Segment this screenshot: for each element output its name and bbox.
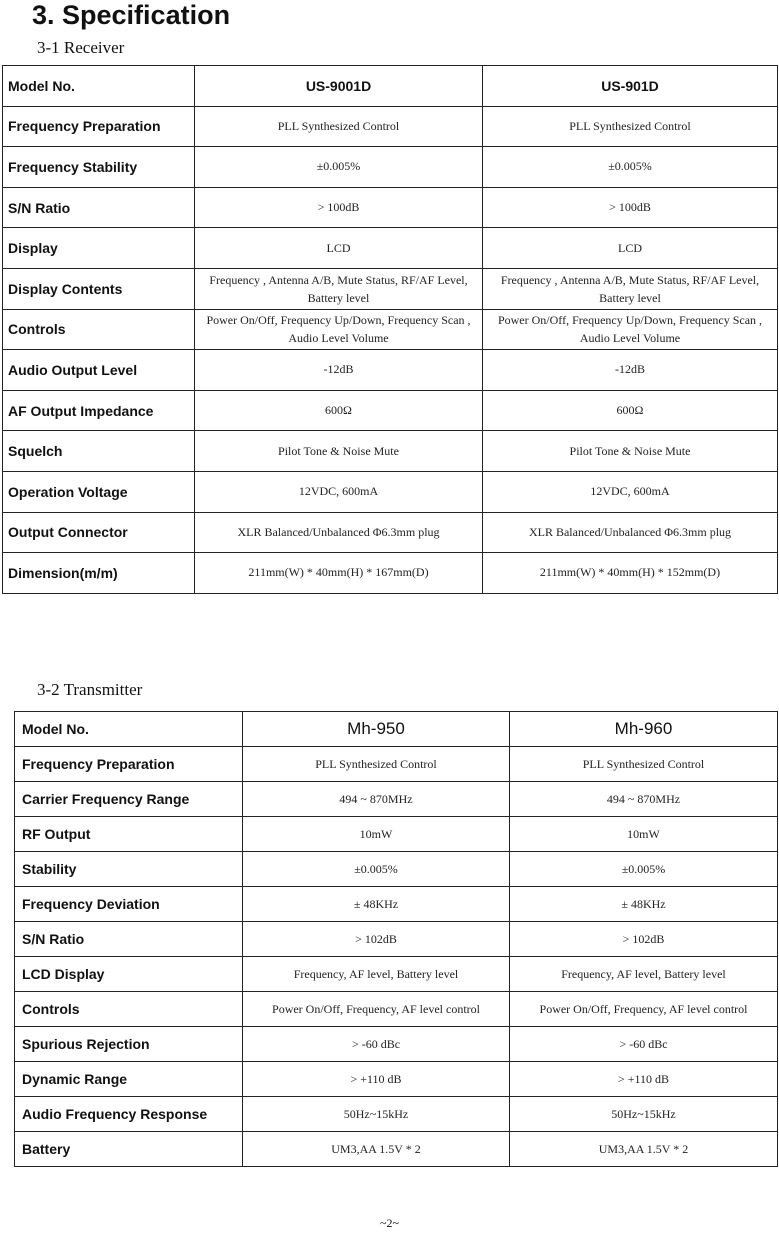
cell-value: 211mm(W) * 40mm(H) * 152mm(D) xyxy=(483,553,778,594)
model-header-b: Mh-960 xyxy=(510,712,778,747)
cell-value: PLL Synthesized Control xyxy=(483,106,778,147)
model-header-a: Mh-950 xyxy=(243,712,510,747)
table-row xyxy=(3,228,778,269)
cell-value: > +110 dB xyxy=(510,1062,778,1097)
table-header-row xyxy=(15,712,778,747)
cell-value: 494 ~ 870MHz xyxy=(243,782,510,817)
row-label: AF Output Impedance xyxy=(3,390,195,431)
cell-value: Frequency, AF level, Battery level xyxy=(243,957,510,992)
row-label: Squelch xyxy=(3,431,195,472)
cell-value: PLL Synthesized Control xyxy=(195,106,483,147)
row-label: Controls xyxy=(3,309,195,350)
cell-value: 600Ω xyxy=(195,390,483,431)
cell-value: XLR Balanced/Unbalanced Φ6.3mm plug xyxy=(483,512,778,553)
transmitter-subtitle: 3-2 Transmitter xyxy=(37,680,143,699)
table-row xyxy=(15,922,778,957)
cell-value: ± 48KHz xyxy=(243,887,510,922)
table-row xyxy=(3,268,778,309)
cell-value: LCD xyxy=(483,228,778,269)
model-header-a: US-9001D xyxy=(195,66,483,107)
table-header-row xyxy=(3,66,778,107)
cell-value: Frequency , Antenna A/B, Mute Status, RF/AF Level, Battery level xyxy=(483,268,778,309)
table-row xyxy=(15,747,778,782)
page-number: ~2~ xyxy=(380,1216,399,1230)
cell-value: -12dB xyxy=(195,350,483,391)
cell-value: ±0.005% xyxy=(195,147,483,188)
table-row xyxy=(15,1062,778,1097)
table-row xyxy=(15,957,778,992)
table-row xyxy=(15,1027,778,1062)
row-label: Operation Voltage xyxy=(3,471,195,512)
cell-value: UM3,AA 1.5V * 2 xyxy=(243,1132,510,1167)
header-label: Model No. xyxy=(15,712,243,747)
cell-value: Pilot Tone & Noise Mute xyxy=(483,431,778,472)
cell-value: ±0.005% xyxy=(483,147,778,188)
cell-value: PLL Synthesized Control xyxy=(243,747,510,782)
cell-value: > 102dB xyxy=(510,922,778,957)
row-label: Frequency Deviation xyxy=(15,887,243,922)
table-row xyxy=(3,350,778,391)
table-row xyxy=(15,782,778,817)
cell-value: > 100dB xyxy=(195,187,483,228)
row-label: Audio Output Level xyxy=(3,350,195,391)
cell-value: LCD xyxy=(195,228,483,269)
row-label: Frequency Preparation xyxy=(3,106,195,147)
row-label: Display Contents xyxy=(3,268,195,309)
table-row xyxy=(3,431,778,472)
page-title: 3. Specification xyxy=(32,0,231,30)
cell-value: 10mW xyxy=(243,817,510,852)
receiver-spec-table xyxy=(2,65,778,594)
cell-value: Power On/Off, Frequency Up/Down, Frequency Scan , Audio Level Volume xyxy=(483,309,778,350)
cell-value: 50Hz~15kHz xyxy=(510,1097,778,1132)
table-row xyxy=(15,887,778,922)
cell-value: 12VDC, 600mA xyxy=(483,471,778,512)
cell-value: > +110 dB xyxy=(243,1062,510,1097)
row-label: Battery xyxy=(15,1132,243,1167)
row-label: Audio Frequency Response xyxy=(15,1097,243,1132)
cell-value: ±0.005% xyxy=(510,852,778,887)
cell-value: XLR Balanced/Unbalanced Φ6.3mm plug xyxy=(195,512,483,553)
cell-value: Frequency, AF level, Battery level xyxy=(510,957,778,992)
cell-value: 211mm(W) * 40mm(H) * 167mm(D) xyxy=(195,553,483,594)
row-label: Dimension(m/m) xyxy=(3,553,195,594)
row-label: S/N Ratio xyxy=(15,922,243,957)
row-label: LCD Display xyxy=(15,957,243,992)
row-label: Frequency Preparation xyxy=(15,747,243,782)
cell-value: > 100dB xyxy=(483,187,778,228)
table-row xyxy=(3,471,778,512)
cell-value: > 102dB xyxy=(243,922,510,957)
table-row xyxy=(3,390,778,431)
cell-value: UM3,AA 1.5V * 2 xyxy=(510,1132,778,1167)
cell-value: 600Ω xyxy=(483,390,778,431)
table-row xyxy=(3,309,778,350)
cell-value: > -60 dBc xyxy=(243,1027,510,1062)
cell-value: Pilot Tone & Noise Mute xyxy=(195,431,483,472)
table-row xyxy=(15,992,778,1027)
cell-value: ±0.005% xyxy=(243,852,510,887)
cell-value: -12dB xyxy=(483,350,778,391)
table-row xyxy=(15,852,778,887)
cell-value: Power On/Off, Frequency, AF level control xyxy=(243,992,510,1027)
cell-value: 50Hz~15kHz xyxy=(243,1097,510,1132)
header-label: Model No. xyxy=(3,66,195,107)
cell-value: > -60 dBc xyxy=(510,1027,778,1062)
row-label: Controls xyxy=(15,992,243,1027)
row-label: Stability xyxy=(15,852,243,887)
table-row xyxy=(15,1132,778,1167)
cell-value: PLL Synthesized Control xyxy=(510,747,778,782)
cell-value: ± 48KHz xyxy=(510,887,778,922)
row-label: Frequency Stability xyxy=(3,147,195,188)
table-row xyxy=(15,1097,778,1132)
transmitter-spec-table xyxy=(14,711,778,1167)
table-row xyxy=(3,147,778,188)
cell-value: 12VDC, 600mA xyxy=(195,471,483,512)
row-label: Display xyxy=(3,228,195,269)
row-label: Spurious Rejection xyxy=(15,1027,243,1062)
row-label: Carrier Frequency Range xyxy=(15,782,243,817)
cell-value: Frequency , Antenna A/B, Mute Status, RF/AF Level, Battery level xyxy=(195,268,483,309)
table-row xyxy=(15,817,778,852)
row-label: Output Connector xyxy=(3,512,195,553)
table-row xyxy=(3,512,778,553)
receiver-subtitle: 3-1 Receiver xyxy=(37,38,125,57)
table-row xyxy=(3,553,778,594)
cell-value: 10mW xyxy=(510,817,778,852)
row-label: S/N Ratio xyxy=(3,187,195,228)
table-row xyxy=(3,187,778,228)
cell-value: Power On/Off, Frequency, AF level control xyxy=(510,992,778,1027)
cell-value: Power On/Off, Frequency Up/Down, Frequency Scan , Audio Level Volume xyxy=(195,309,483,350)
model-header-b: US-901D xyxy=(483,66,778,107)
cell-value: 494 ~ 870MHz xyxy=(510,782,778,817)
row-label: Dynamic Range xyxy=(15,1062,243,1097)
table-row xyxy=(3,106,778,147)
row-label: RF Output xyxy=(15,817,243,852)
